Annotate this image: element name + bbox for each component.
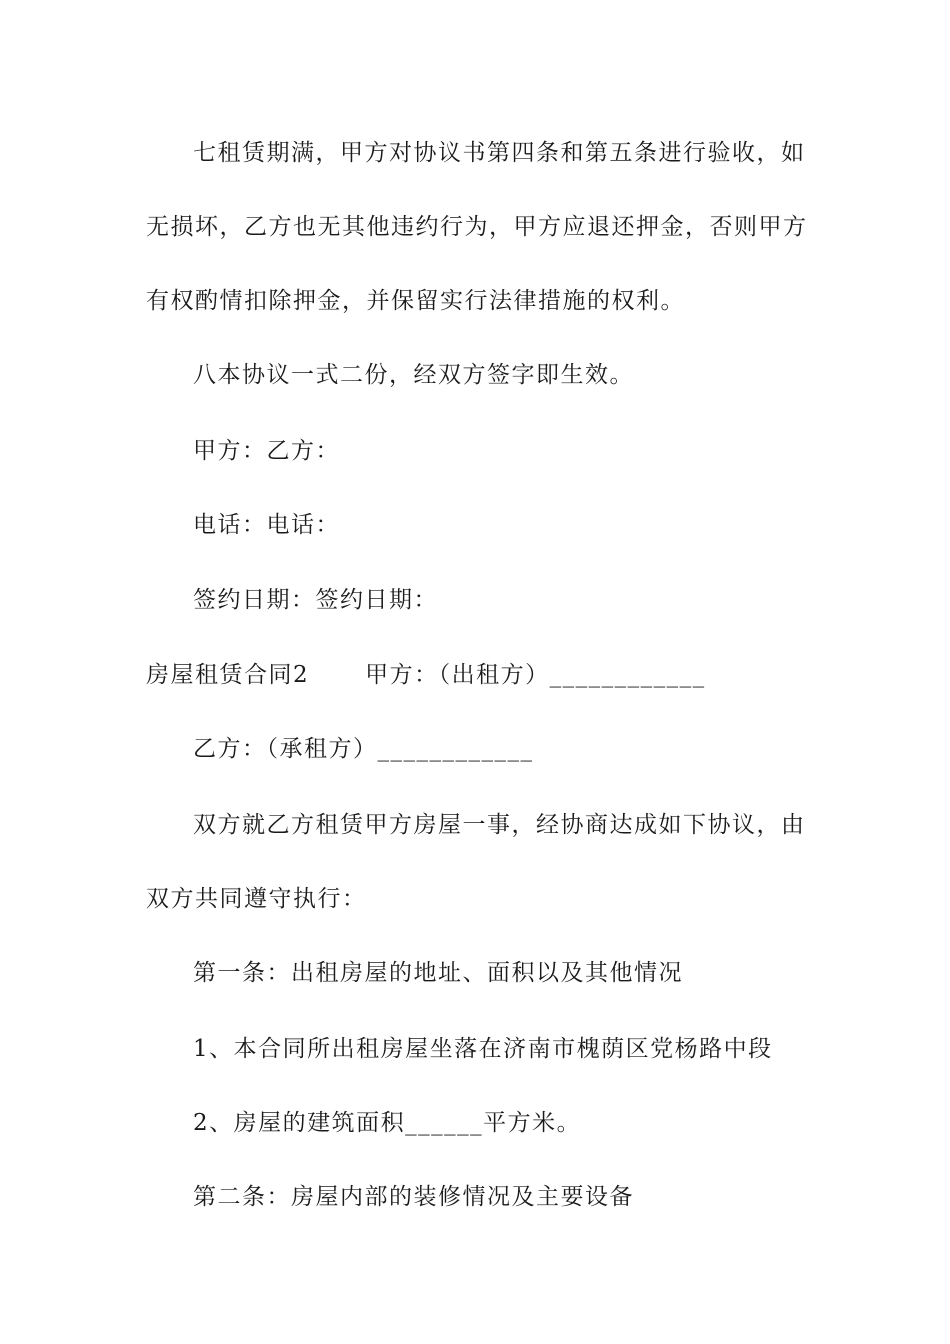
article-2-heading: 第二条：房屋内部的装修情况及主要设备 — [193, 1184, 634, 1210]
signature-date: 签约日期：签约日期： — [193, 587, 438, 613]
agreement-intro-line-2: 双方共同遵守执行： — [146, 886, 367, 912]
article-1-item-1: 1、本合同所出租房屋坐落在济南市槐荫区党杨路中段 — [193, 1036, 773, 1062]
party-a-lessor: 甲方：（出租方）____________ — [365, 662, 706, 688]
paragraph-8: 八本协议一式二份，经双方签字即生效。 — [193, 362, 634, 388]
agreement-intro-line-1: 双方就乙方租赁甲方房屋一事，经协商达成如下协议，由 — [193, 812, 806, 838]
contract-title: 房屋租赁合同2 — [146, 662, 310, 688]
paragraph-7-line-3: 有权酌情扣除押金，并保留实行法律措施的权利。 — [146, 288, 685, 314]
paragraph-7-line-2: 无损坏，乙方也无其他违约行为，甲方应退还押金，否则甲方 — [146, 214, 808, 240]
paragraph-7-line-1: 七租赁期满，甲方对协议书第四条和第五条进行验收，如 — [193, 140, 806, 166]
party-b-lessee: 乙方：（承租方）____________ — [193, 736, 534, 762]
signature-phone: 电话：电话： — [193, 512, 340, 538]
contract-2-heading-row — [146, 660, 706, 690]
article-1-item-2: 2、房屋的建筑面积______平方米。 — [193, 1110, 582, 1136]
article-1-heading: 第一条：出租房屋的地址、面积以及其他情况 — [193, 960, 683, 986]
signature-parties: 甲方：乙方： — [193, 438, 340, 464]
